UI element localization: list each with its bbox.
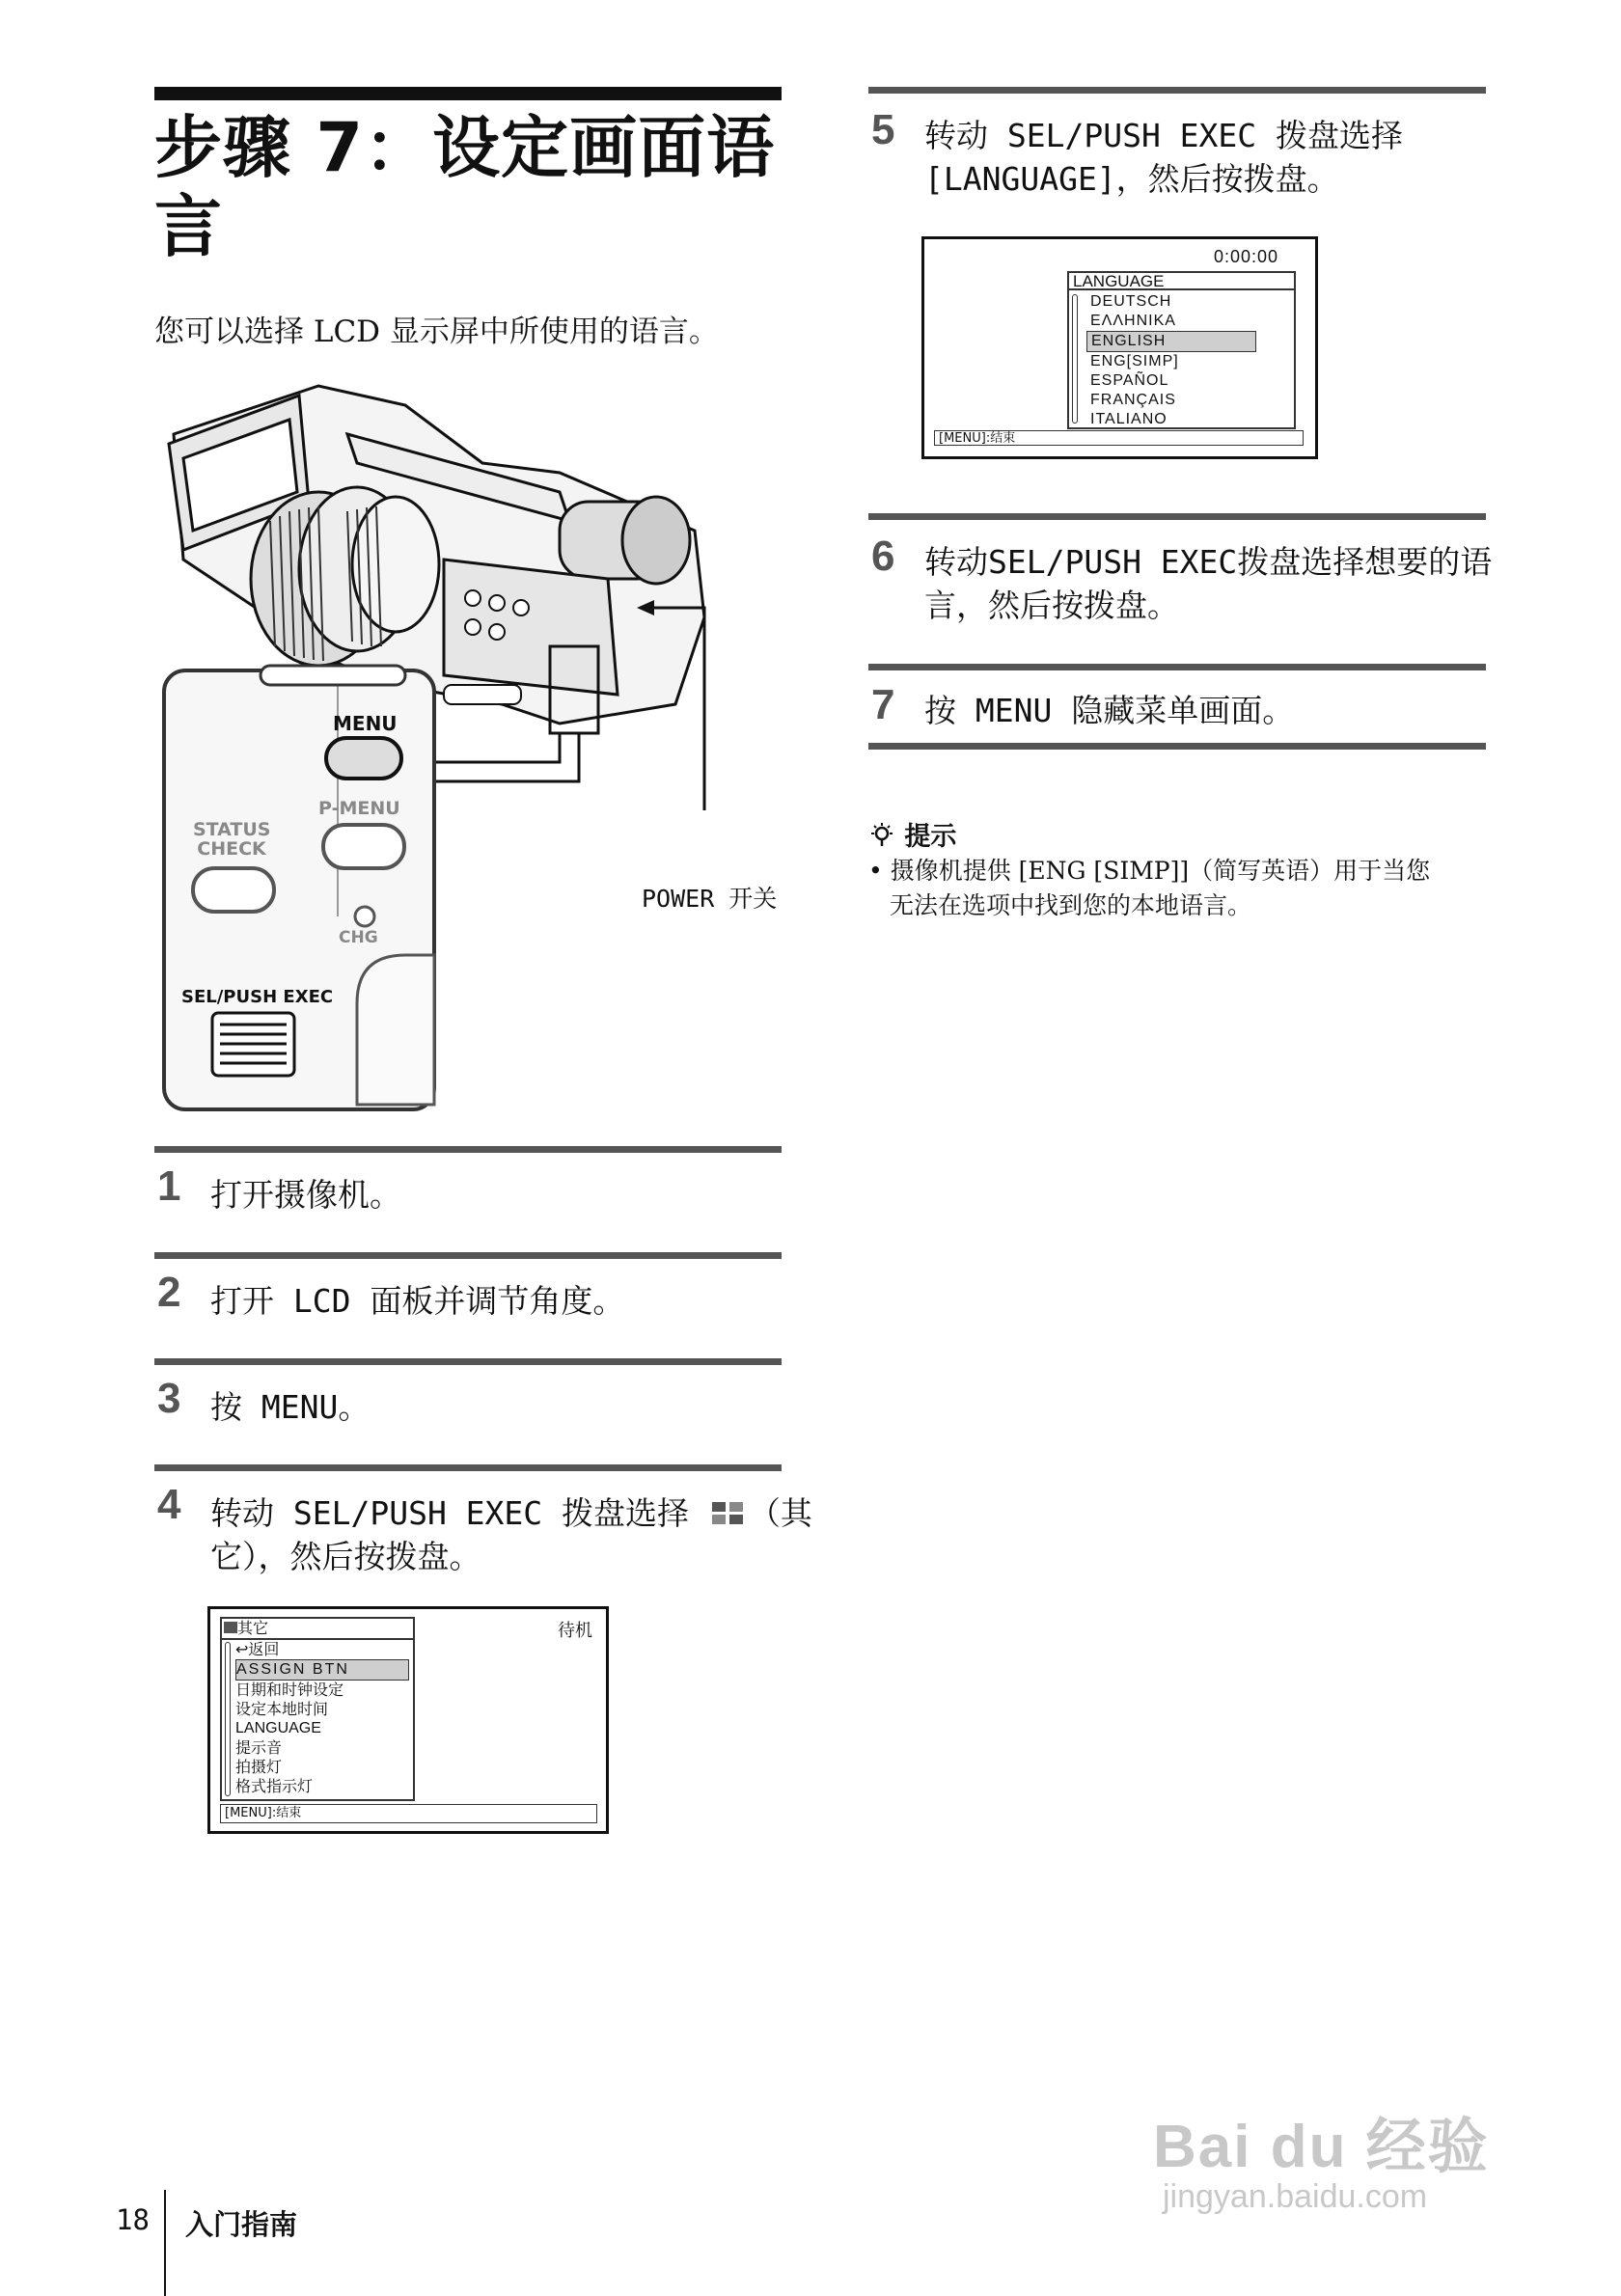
step-number: 7	[871, 681, 895, 728]
list-item-label: 返回	[248, 1640, 280, 1658]
list-item-selected[interactable]: ASSIGN BTN	[235, 1659, 409, 1681]
chg-label: CHG	[339, 928, 378, 947]
step6-line2: 言，然后按拨盘。	[924, 587, 1179, 624]
step-number: 1	[157, 1162, 181, 1210]
screen-status: 待机	[558, 1621, 592, 1641]
screen-footer: [MENU]:结束	[220, 1804, 597, 1823]
step-rule	[868, 87, 1486, 94]
scrollbar[interactable]	[225, 1642, 231, 1796]
step-number: 2	[157, 1269, 181, 1316]
list-item[interactable]: ENG[SIMP]	[1090, 353, 1179, 369]
step5-line2: [LANGUAGE]，然后按拨盘。	[924, 160, 1339, 198]
sel-push-exec-label: SEL/PUSH EXEC	[181, 987, 334, 1007]
lcd-screen-language	[921, 236, 1318, 459]
tip-heading-text: 提示	[904, 822, 957, 852]
other-menu-icon	[224, 1622, 237, 1633]
step-rule	[154, 1252, 782, 1259]
step-rule	[154, 1146, 782, 1153]
menu-list	[220, 1617, 415, 1801]
step-rule	[868, 513, 1486, 520]
step4-line2: 它），然后按拨盘。	[210, 1538, 481, 1575]
time-counter: 0:00:00	[1214, 247, 1279, 266]
page-title	[154, 108, 782, 266]
menu-title: LANGUAGE	[1069, 273, 1294, 290]
lcd-screen-other	[207, 1606, 609, 1834]
page-title-line1: 步骤 7：设定画面语	[154, 108, 776, 187]
watermark-url: jingyan.baidu.com	[1163, 2178, 1428, 2215]
lightbulb-icon	[868, 822, 895, 849]
tip-heading	[868, 815, 956, 853]
camera-illustration	[154, 376, 791, 1119]
tip-line2: 无法在选项中找到您的本地语言。	[890, 891, 1252, 919]
step4-line1-tail: （其	[748, 1494, 812, 1532]
step-text: 打开摄像机。	[210, 1176, 401, 1214]
power-switch-label: POWER 开关	[642, 885, 778, 913]
step-rule	[154, 1358, 782, 1365]
watermark-brand: Bai du 经验	[1153, 2114, 1490, 2180]
footer-divider	[164, 2190, 166, 2296]
step-text: 按 MENU。	[210, 1388, 371, 1426]
list-item[interactable]: 日期和时钟设定	[235, 1681, 344, 1699]
list-item[interactable]: ↩返回	[235, 1640, 280, 1658]
menu-list	[1067, 271, 1296, 429]
list-item[interactable]: 格式指示灯	[235, 1777, 314, 1795]
list-item[interactable]: 提示音	[235, 1738, 283, 1757]
menu-items	[1090, 292, 1256, 429]
menu-items	[235, 1640, 409, 1796]
step6-line1: 转动SEL/PUSH EXEC拨盘选择想要的语	[924, 543, 1493, 581]
p-menu-label: P-MENU	[318, 798, 400, 819]
step-number: 4	[157, 1481, 181, 1528]
step4-line1: 转动 SEL/PUSH EXEC 拨盘选择	[210, 1494, 690, 1532]
step-rule	[868, 664, 1486, 670]
list-item[interactable]: 拍摄灯	[235, 1758, 283, 1776]
list-item[interactable]: LANGUAGE	[235, 1720, 321, 1736]
status-label: STATUS	[193, 819, 271, 840]
status-check-label	[193, 820, 270, 859]
title-rule	[154, 87, 782, 100]
list-item[interactable]: ΕΛΛΗΝΙΚΑ	[1090, 313, 1176, 329]
step-rule	[868, 743, 1486, 750]
step-text	[924, 114, 1403, 201]
step-number: 3	[157, 1375, 181, 1422]
list-item[interactable]: ITALIANO	[1090, 411, 1168, 427]
screen-footer: [MENU]:结束	[934, 430, 1304, 446]
step-text	[924, 540, 1492, 627]
page-title-line2: 言	[154, 187, 223, 266]
list-item[interactable]: 设定本地时间	[235, 1700, 329, 1718]
step-text: 打开 LCD 面板并调节角度。	[210, 1282, 625, 1320]
list-item-selected[interactable]: ENGLISH	[1086, 331, 1256, 352]
tip-body	[868, 854, 1430, 923]
tip-line1: • 摄像机提供 [ENG [SIMP]]（简写英语）用于当您	[868, 857, 1431, 885]
step-text	[210, 1491, 812, 1578]
intro-text: 您可以选择 LCD 显示屏中所使用的语言。	[154, 314, 719, 349]
section-name: 入门指南	[185, 2208, 298, 2241]
other-menu-icon	[712, 1494, 745, 1521]
step-text: 按 MENU 隐藏菜单画面。	[924, 692, 1295, 729]
menu-header	[222, 1619, 413, 1640]
check-label: CHECK	[197, 838, 266, 860]
menu-title: 其它	[237, 1619, 269, 1637]
list-item[interactable]: DEUTSCH	[1090, 293, 1172, 310]
list-item[interactable]: FRANÇAIS	[1090, 392, 1176, 408]
step-rule	[154, 1464, 782, 1471]
page-number: 18	[116, 2203, 150, 2236]
step-number: 6	[871, 533, 895, 580]
menu-button-label: MENU	[333, 712, 398, 735]
step-number: 5	[871, 106, 895, 153]
list-item[interactable]: ESPAÑOL	[1090, 372, 1169, 389]
step5-line1: 转动 SEL/PUSH EXEC 拨盘选择	[924, 117, 1404, 154]
scrollbar[interactable]	[1072, 294, 1078, 424]
